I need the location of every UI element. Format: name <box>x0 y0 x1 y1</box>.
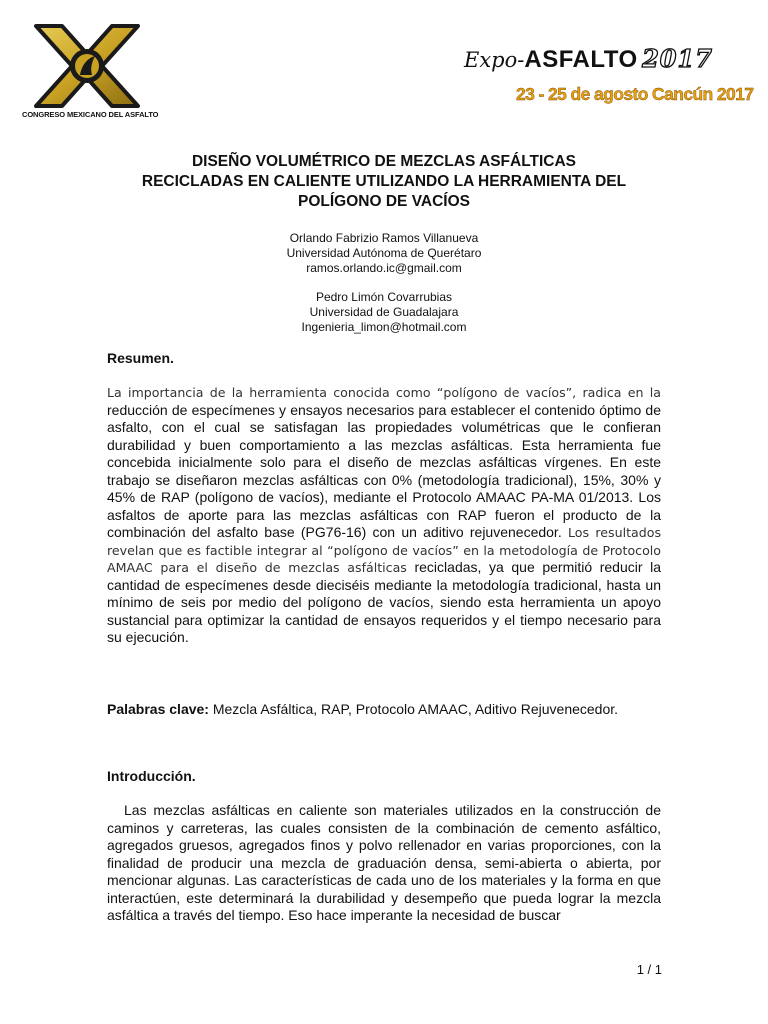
author-email: Ingenieria_limon@hotmail.com <box>301 320 467 334</box>
author-list <box>100 231 668 335</box>
page-number: 1 / 1 <box>636 962 662 977</box>
title-line: POLÍGONO DE VACÍOS <box>298 193 470 210</box>
author-affiliation: Universidad Autónoma de Querétaro <box>286 246 482 260</box>
abstract-sentence: recicladas, ya que permitió reducir la cantidad de especímenes desde dieciséis mediante la metodología tradicional, hasta un mínimo de seis por medio del polígono de vacíos, siendo esta herramienta un apoyo sustancial para optimizar la cantidad de ensayos requeridos y el tiempo necesario para su ejecución. <box>107 559 662 645</box>
keywords-label: Palabras clave: <box>107 701 209 717</box>
logo-caption: CONGRESO MEXICANO DEL ASFALTO <box>22 110 159 119</box>
paper-title <box>100 152 668 212</box>
abstract-body <box>107 384 661 647</box>
abstract-sentence: reducción de especímenes y ensayos necesarios para establecer el contenido óptimo de asfalto, con el cual se satisfagan las propiedades volumétricas que le confieran durabilidad y buen comportamiento a las mezclas asfálticas. Esta herramienta fue concebida inicialmente solo para el diseño de mezclas asfálticas vírgenes. En este trabajo se diseñaron mezclas asfálticas con 0% (metodología tradicional), 15%, 30% y 45% de RAP (polígono de vacíos), mediante el Protocolo AMAAC PA-MA 01/2013. Los asfaltos de aporte para las mezclas asfálticas con RAP fueron el producto de la combinación del asfalto base (PG76-16) con un aditivo rejuvenecedor. <box>107 401 661 540</box>
event-prefix: Expo- <box>464 48 525 72</box>
event-year: 2017 <box>642 44 713 73</box>
keywords-text: Mezcla Asfáltica, RAP, Protocolo AMAAC, Aditivo Rejuvenecedor. <box>212 701 619 717</box>
keywords <box>107 701 667 717</box>
author-affiliation: Universidad de Guadalajara <box>309 305 459 319</box>
event-dates: 23 - 25 de agosto Cancún 2017 <box>516 84 754 104</box>
event-banner <box>464 44 754 114</box>
author-email: ramos.orlando.ic@gmail.com <box>306 261 462 275</box>
title-line: RECICLADAS EN CALIENTE UTILIZANDO LA HERRAMIENTA DEL <box>141 173 627 190</box>
title-line: DISEÑO VOLUMÉTRICO DE MEZCLAS ASFÁLTICAS <box>191 153 577 170</box>
congress-logo <box>22 20 159 125</box>
introduction-heading: Introducción. <box>107 768 196 784</box>
abstract-sentence: Los resultados revelan que es factible integrar al “polígono de vacíos” en la metodología de Protocolo AMAAC para el diseño de mezclas asfálticas <box>107 525 662 575</box>
abstract-heading: Resumen. <box>107 350 174 366</box>
asphalt-x-logo-icon <box>22 20 152 112</box>
event-name: ASFALTO <box>524 46 638 73</box>
introduction-body: Las mezclas asfálticas en caliente son materiales utilizados en la construcción de caminos y carreteras, las cuales consisten de la combinación de cemento asfáltico, agregados gruesos, agregados finos y polvo rellenador en varias proporciones, con la finalidad de producir una mezcla de graduación densa, semi-abierta o abierta, por mencionar algunas. Las características de cada uno de los materiales y la forma en que interactúen, este determinará la durabilidad y desempeño que pueda lograr la mezcla asfáltica a través del tiempo. Eso hace imperante la necesidad de buscar <box>107 802 661 923</box>
author-name: Pedro Limón Covarrubias <box>315 290 453 304</box>
author-name: Orlando Fabrizio Ramos Villanueva <box>289 231 479 245</box>
abstract-sentence: La importancia de la herramienta conocida como “polígono de vacíos”, radica en la <box>107 385 661 400</box>
